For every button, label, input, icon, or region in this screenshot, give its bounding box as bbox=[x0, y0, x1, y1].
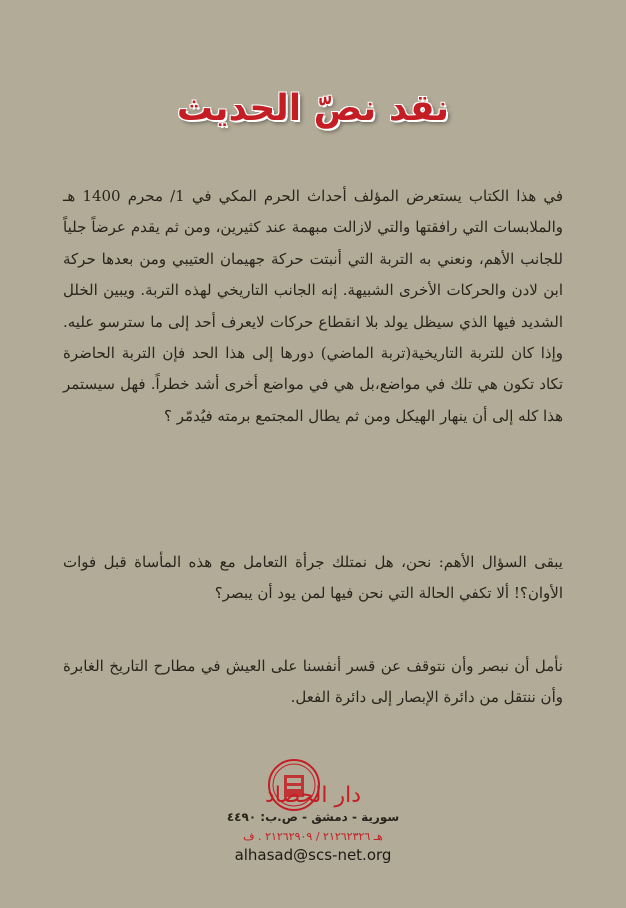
publisher-email[interactable]: alhasad@scs-net.org bbox=[234, 846, 392, 864]
book-title: نقد نصّ الحديث bbox=[176, 88, 450, 129]
publisher-address: سورية - دمشق - ص.ب: ٤٤٩٠ bbox=[226, 810, 400, 824]
blurb-paragraph-1: في هذا الكتاب يستعرض المؤلف أحداث الحرم المكي في 1/ محرم 1400 هـ والملابسات التي رافقتها والتي لازالت مبهمة عند كثيرين، ومن ثم يقدم عرضاً جلياً للجانب الأهم، ونعني به التربة التي أنبتت حركة جهيمان العتيبي ومن بعدها حركة ابن لادن والحركات الأخرى الشبيهة. إنه الجانب التاريخي لهذه التربة. ويبين الخلل الشديد فيها الذي سيظل يولد بلا انقطاع حركات لايعرف أحد إلى ما سترسو عليه. وإذا كان للتربة التاريخية(تربة الماضي) دورها إلى هذا الحد فإن التربة الحاضرة تكاد تكون هي تلك في مواضع،بل هي في مواضع أخرى أشد خطراً. فهل سيستمر هذا كله إلى أن ينهار الهيكل ومن ثم يطال المجتمع برمته فيُدمّر ؟ bbox=[63, 187, 564, 425]
publisher-name: دار الحصاد bbox=[264, 783, 362, 808]
blurb-paragraph-3: نأمل أن نبصر وأن نتوقف عن قسر أنفسنا على العيش في مطارح التاريخ الغابرة وأن ننتقل من دائرة الإبصار إلى دائرة الفعل. bbox=[63, 657, 563, 707]
publisher-phones: هـ ٢١٢٦٢٣٢٦ / ٢١٢٦٢٩٠٩ . ف bbox=[243, 830, 383, 843]
blurb-paragraph-2: يبقى السؤال الأهم: نحن، هل نمتلك جرأة التعامل مع هذه المأساة قبل فوات الأوان؟! ألا تكفي الحالة التي نحن فيها لمن يود أن يبصر؟ bbox=[63, 553, 563, 603]
